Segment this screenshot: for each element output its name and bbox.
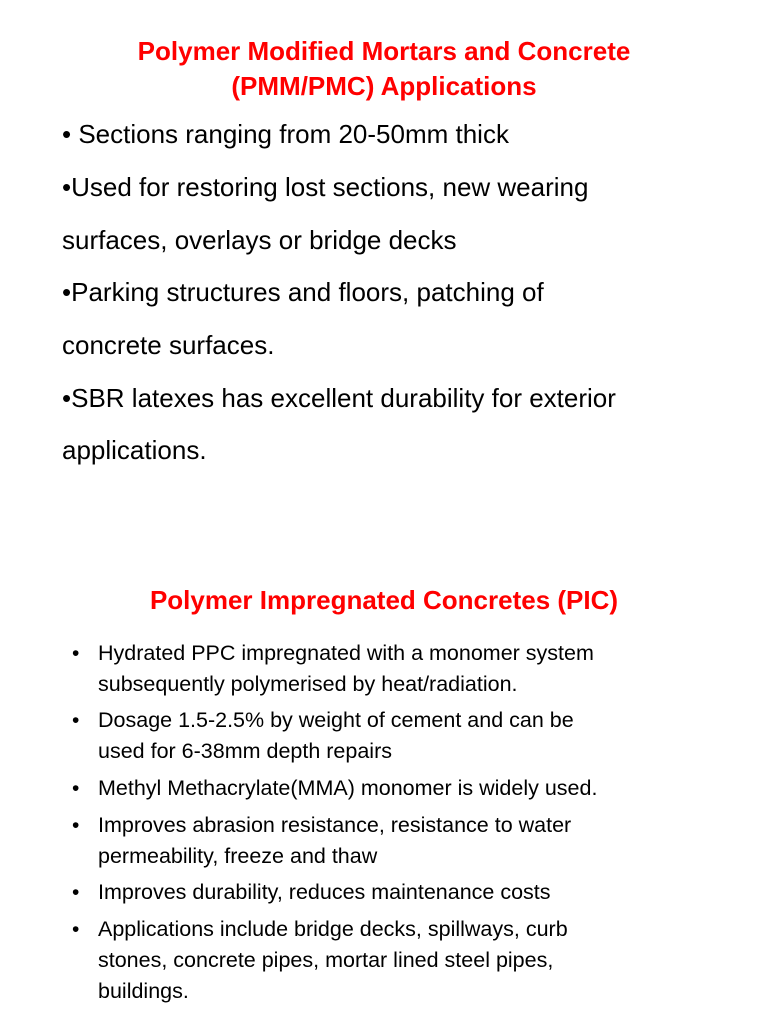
list-item-line: subsequently polymerised by heat/radiation. (98, 672, 518, 696)
list-item-text (98, 705, 574, 767)
list-item-line: Dosage 1.5-2.5% by weight of cement and can be (98, 708, 574, 732)
bullet-icon: • (72, 777, 80, 800)
list-item-line: Improves durability, reduces maintenance costs (98, 880, 551, 904)
section1-title-line-1: Polymer Modified Mortars and Concrete (137, 36, 631, 66)
list-item-line: Applications include bridge decks, spillways, curb (98, 917, 568, 941)
section1-line-6: •SBR latexes has excellent durability for exterior (62, 383, 616, 413)
section1-line-1: • Sections ranging from 20-50mm thick (62, 119, 509, 149)
bullet-icon: • (72, 918, 80, 941)
list-item-line: Improves abrasion resistance, resistance to water (98, 813, 572, 837)
list-item-text (98, 914, 568, 1007)
section1-title-line-2: (PMM/PMC) Applications (231, 71, 537, 101)
list-item-line: buildings. (98, 979, 189, 1003)
list-item-line: Methyl Methacrylate(MMA) monomer is widely used. (98, 776, 598, 800)
list-item-line: Hydrated PPC impregnated with a monomer system (98, 641, 594, 665)
section1-line-3: surfaces, overlays or bridge decks (62, 225, 457, 255)
section1-line-4: •Parking structures and floors, patching of (62, 277, 544, 307)
bullet-icon: • (72, 709, 80, 732)
bullet-icon: • (72, 814, 80, 837)
section1-line-5: concrete surfaces. (62, 330, 275, 360)
section1-line-7: applications. (62, 435, 207, 465)
list-item-text (98, 810, 571, 872)
list-item-line: used for 6-38mm depth repairs (98, 739, 392, 763)
bullet-icon: • (72, 881, 80, 904)
list-item-text (98, 877, 551, 908)
list-item-line: permeability, freeze and thaw (98, 844, 378, 868)
section1-line-2: •Used for restoring lost sections, new wearing (62, 172, 589, 202)
list-item-text (98, 773, 597, 804)
list-item-line: stones, concrete pipes, mortar lined steel pipes, (98, 948, 554, 972)
list-item-text (98, 638, 594, 700)
section2-title: Polymer Impregnated Concretes (PIC) (149, 585, 619, 615)
bullet-icon: • (72, 642, 80, 665)
